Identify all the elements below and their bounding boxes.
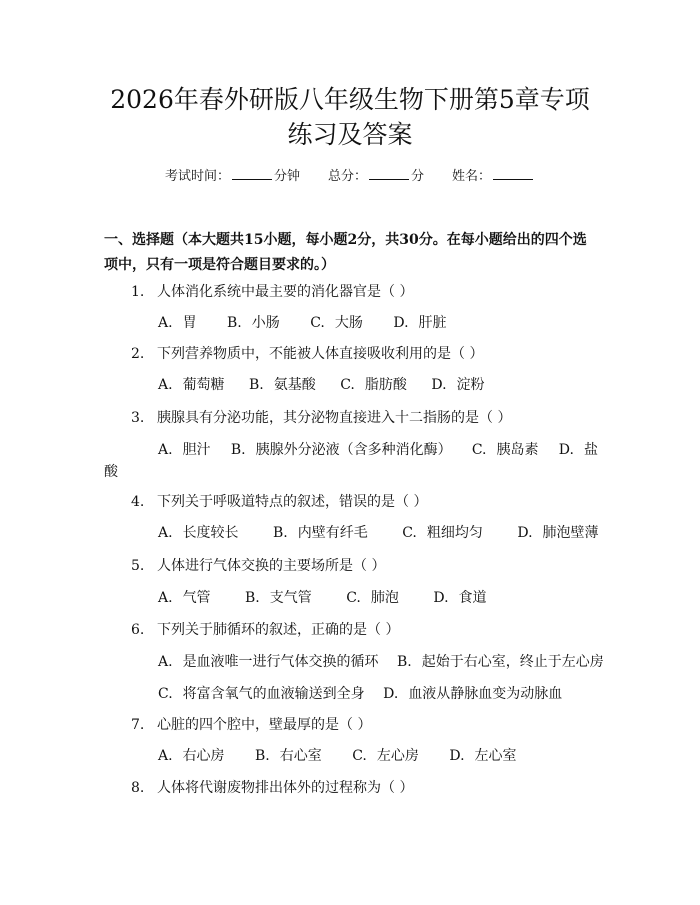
question-text: 胰腺具有分泌功能，其分泌物直接进入十二指肠的是（ ） bbox=[157, 410, 512, 426]
option-a: A. 胃 bbox=[158, 315, 197, 331]
question-2-options bbox=[158, 375, 598, 395]
meta-name bbox=[452, 167, 535, 187]
option-d: D. 左心室 bbox=[449, 748, 517, 764]
name-label: 姓名： bbox=[452, 169, 492, 184]
question-number: 3. bbox=[131, 410, 145, 426]
time-blank bbox=[232, 167, 272, 180]
time-label: 考试时间： bbox=[164, 169, 230, 184]
question-2 bbox=[131, 344, 601, 364]
meta-score bbox=[328, 167, 424, 187]
question-number: 8. bbox=[131, 780, 145, 796]
option-b: B. 小肠 bbox=[227, 315, 280, 331]
option-b: B. 右心室 bbox=[255, 748, 322, 764]
question-8 bbox=[131, 778, 601, 798]
option-a: A. 是血液唯一进行气体交换的循环 bbox=[158, 654, 379, 670]
option-b: B. 支气管 bbox=[245, 590, 312, 606]
question-6-options-row2 bbox=[158, 684, 598, 704]
question-text: 下列营养物质中，不能被人体直接吸收利用的是（ ） bbox=[157, 346, 484, 362]
question-number: 1. bbox=[131, 284, 145, 300]
question-7 bbox=[131, 715, 601, 735]
option-b: B. 氨基酸 bbox=[249, 377, 316, 393]
option-d: D. 盐 bbox=[558, 442, 598, 458]
question-6-options-row1 bbox=[158, 652, 604, 672]
question-number: 7. bbox=[131, 717, 145, 733]
option-c: C. 大肠 bbox=[310, 315, 363, 331]
question-3-options bbox=[158, 440, 598, 460]
option-d: D. 肺泡壁薄 bbox=[517, 525, 599, 541]
question-number: 5. bbox=[131, 558, 145, 574]
option-a: A. 右心房 bbox=[158, 748, 225, 764]
option-c: C. 左心房 bbox=[352, 748, 419, 764]
section-heading-line2: 项中，只有一项是符合题目要求的。） bbox=[104, 257, 335, 273]
option-c: C. 脂肪酸 bbox=[340, 377, 407, 393]
question-text: 下列关于肺循环的叙述，正确的是（ ） bbox=[157, 622, 400, 638]
option-a: A. 葡萄糖 bbox=[158, 377, 225, 393]
section-heading bbox=[104, 228, 599, 278]
question-number: 4. bbox=[131, 494, 145, 510]
option-c: C. 肺泡 bbox=[346, 590, 399, 606]
question-3 bbox=[131, 408, 601, 428]
question-7-options bbox=[158, 746, 598, 766]
question-text: 人体将代谢废物排出体外的过程称为（ ） bbox=[157, 780, 414, 796]
option-d: D. 肝脏 bbox=[393, 315, 447, 331]
option-b: B. 胰腺外分泌液（含多种消化酶） bbox=[230, 442, 452, 458]
option-c: C. 胰岛素 bbox=[471, 442, 539, 458]
question-text: 人体进行气体交换的主要场所是（ ） bbox=[157, 558, 386, 574]
option-b: B. 内壁有纤毛 bbox=[273, 525, 368, 541]
question-5 bbox=[131, 556, 601, 576]
question-text: 人体消化系统中最主要的消化器官是（ ） bbox=[157, 284, 414, 300]
name-blank bbox=[493, 167, 533, 180]
question-1 bbox=[131, 282, 601, 302]
score-label: 总分： bbox=[327, 169, 367, 184]
question-4-options bbox=[158, 523, 598, 543]
option-a: A. 胆汁 bbox=[158, 442, 211, 458]
score-unit: 分 bbox=[411, 169, 425, 184]
time-unit: 分钟 bbox=[273, 169, 300, 184]
question-3-option-d-continuation: 酸 bbox=[104, 464, 118, 480]
option-b: B. 起始于右心室，终止于左心房 bbox=[397, 654, 604, 670]
score-blank bbox=[369, 167, 409, 180]
option-d: D. 淀粉 bbox=[431, 377, 485, 393]
question-4 bbox=[131, 492, 601, 512]
question-number: 6. bbox=[131, 622, 145, 638]
page-title: 2026年春外研版八年级生物下册第5章专项 bbox=[110, 85, 590, 114]
question-text: 心脏的四个腔中，壁最厚的是（ ） bbox=[157, 717, 372, 733]
option-d: D. 食道 bbox=[433, 590, 487, 606]
option-c: C. 粗细均匀 bbox=[402, 525, 483, 541]
question-6 bbox=[131, 620, 601, 640]
question-1-options bbox=[158, 313, 598, 333]
question-number: 2. bbox=[131, 346, 145, 362]
option-d: D. 血液从静脉血变为动脉血 bbox=[383, 686, 563, 702]
option-a: A. 气管 bbox=[158, 590, 211, 606]
exam-meta bbox=[0, 167, 700, 187]
option-a: A. 长度较长 bbox=[158, 525, 239, 541]
page-title-continued: 练习及答案 bbox=[287, 120, 413, 149]
option-c: C. 将富含氧气的血液输送到全身 bbox=[158, 686, 365, 702]
question-5-options bbox=[158, 588, 598, 608]
question-text: 下列关于呼吸道特点的叙述，错误的是（ ） bbox=[157, 494, 428, 510]
section-heading-line1: 一、选择题（本大题共15小题，每小题2分，共30分。在每小题给出的四个选 bbox=[104, 232, 587, 248]
meta-time bbox=[165, 167, 300, 187]
